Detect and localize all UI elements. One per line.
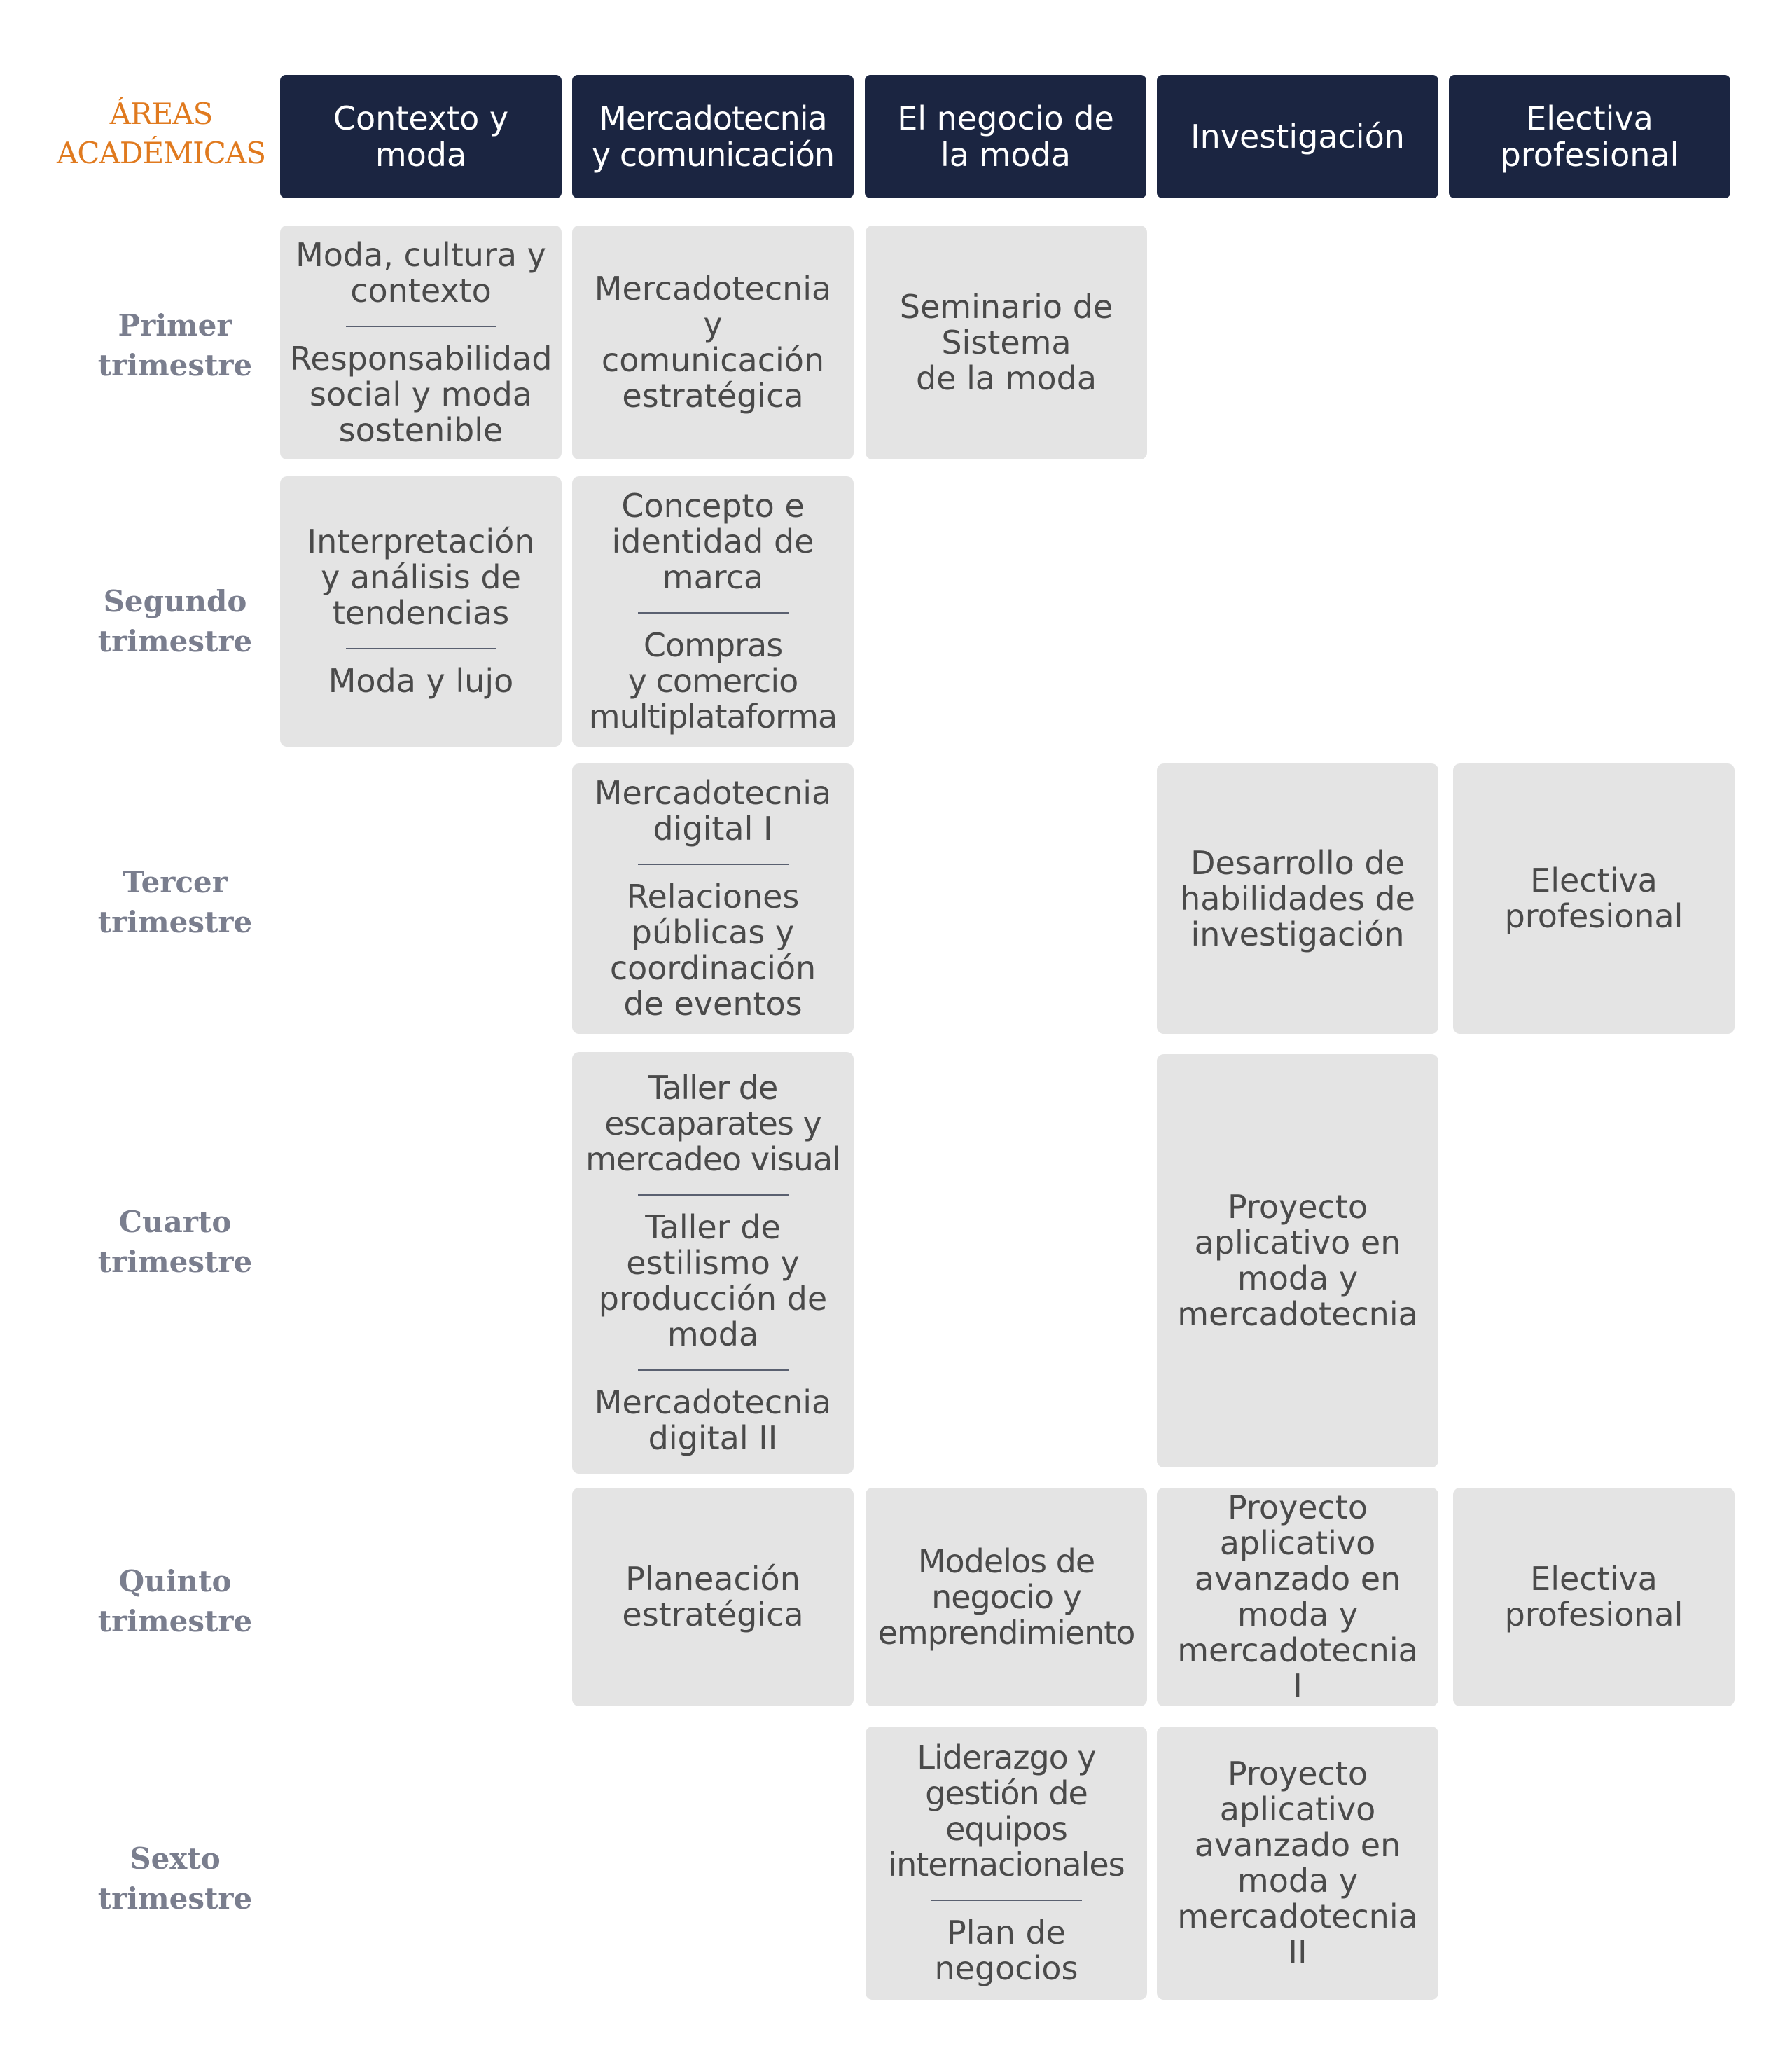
divider (638, 864, 789, 865)
course-cell-r3-mercadotecnia (572, 763, 854, 1034)
course-name: Taller de escaparates y mercadeo visual (585, 1068, 840, 1178)
header-negocio-de-la-moda: El negocio de la moda (865, 75, 1146, 198)
divider (346, 648, 496, 649)
course-cell-r1-mercadotecnia (572, 226, 854, 459)
course-cell-r5-mercadotecnia (572, 1488, 854, 1706)
divider (346, 326, 496, 327)
course-name: Compras y comercio multiplataforma (588, 626, 838, 735)
course-name: Mercadotecnia y comunicación estratégica (594, 270, 832, 415)
row-label-sexto-trimestre: Sexto trimestre (97, 1841, 253, 1916)
course-name: Desarrollo de habilidades de investigación (1180, 843, 1415, 953)
course-cell-r5-negocio (866, 1488, 1147, 1706)
course-name: Taller de estilismo y producción de moda (598, 1208, 828, 1353)
course-cell-r5-electiva (1453, 1488, 1735, 1706)
course-cell-r1-negocio (866, 226, 1147, 459)
divider (931, 1900, 1082, 1901)
header-contexto-y-moda: Contexto y moda (280, 75, 562, 198)
header-mercadotecnia-y-comunicacion: Mercadotecnia y comunicación (572, 75, 854, 198)
course-name: Moda, cultura y contexto (296, 235, 546, 310)
course-name: Planeación estratégica (622, 1560, 804, 1633)
course-name: Liderazgo y gestión de equipos internacionales (888, 1738, 1125, 1883)
course-cell-r1-contexto (280, 226, 562, 459)
divider (638, 1369, 789, 1371)
course-name: Interpretación y análisis de tendencias (307, 523, 535, 632)
course-cell-r6-negocio (866, 1727, 1147, 2000)
row-label-primer-trimestre: Primer trimestre (97, 308, 253, 382)
course-name: Electiva profesional (1504, 1560, 1683, 1633)
areas-academicas-title: ÁREAS ACADÉMICAS (57, 97, 265, 170)
course-cell-r3-investigacion (1157, 763, 1438, 1034)
row-label-quinto-trimestre: Quinto trimestre (97, 1564, 253, 1638)
course-name: Moda y lujo (328, 662, 514, 700)
course-cell-r2-mercadotecnia (572, 476, 854, 747)
course-name: Electiva profesional (1504, 862, 1683, 935)
course-name: Modelos de negocio y emprendimiento (877, 1542, 1135, 1652)
course-cell-r4-mercadotecnia (572, 1052, 854, 1474)
course-cell-r5-investigacion (1157, 1488, 1438, 1706)
row-label-segundo-trimestre: Segundo trimestre (97, 584, 253, 658)
course-cell-r2-contexto (280, 476, 562, 747)
row-label-cuarto-trimestre: Cuarto trimestre (97, 1205, 253, 1279)
course-name: Seminario de Sistema de la moda (899, 287, 1113, 397)
course-cell-r6-investigacion (1157, 1727, 1438, 2000)
course-name: Mercadotecnia digital I (594, 774, 832, 848)
row-label-tercer-trimestre: Tercer trimestre (97, 865, 253, 939)
course-name: Proyecto aplicativo avanzado en moda y mercadotecnia II (1177, 1755, 1418, 1971)
course-name: Concepto e identidad de marca (611, 487, 814, 596)
header-electiva-profesional: Electiva profesional (1449, 75, 1730, 198)
header-investigacion: Investigación (1157, 75, 1438, 198)
course-cell-r4-investigacion (1157, 1054, 1438, 1467)
course-name: Mercadotecnia digital II (594, 1383, 832, 1457)
course-cell-r3-electiva (1453, 763, 1735, 1034)
course-name: Responsabilidad social y moda sostenible (289, 339, 553, 449)
course-name: Relaciones públicas y coordinación de eventos (609, 878, 817, 1023)
divider (638, 612, 789, 614)
divider (638, 1194, 789, 1196)
course-name: Plan de negocios (934, 1914, 1078, 1987)
course-name: Proyecto aplicativo en moda y mercadotecnia (1177, 1188, 1418, 1333)
course-name: Proyecto aplicativo avanzado en moda y mercadotecnia I (1177, 1488, 1418, 1705)
